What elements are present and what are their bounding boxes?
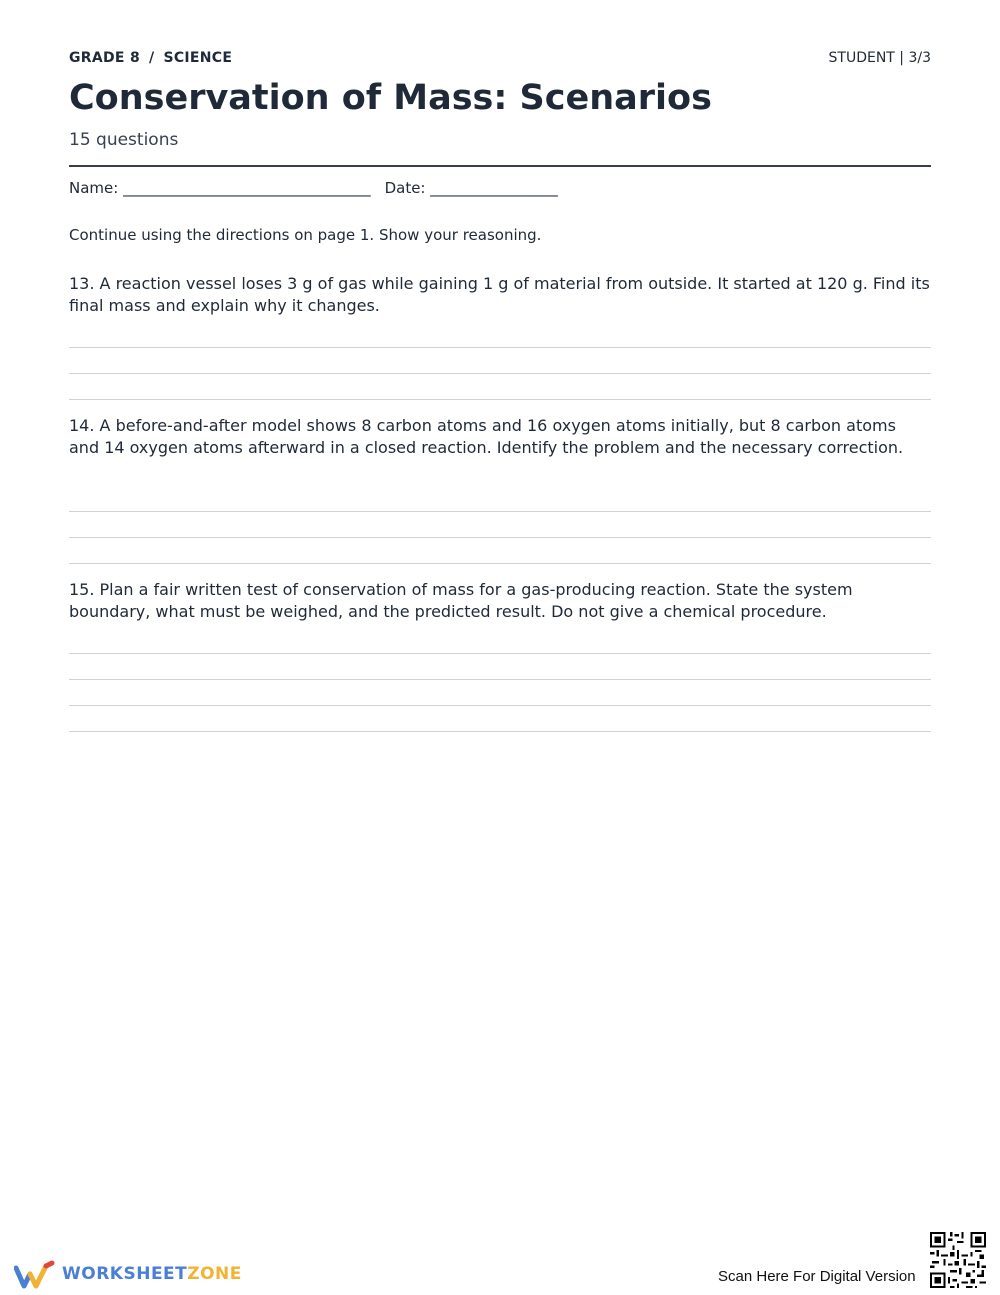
name-field[interactable]: Name: _________________________________ [69,179,371,197]
page-title: Conservation of Mass: Scenarios [69,78,712,118]
answer-line[interactable] [69,537,931,538]
header-divider [69,165,931,167]
question-count: 15 questions [69,130,179,150]
answer-line[interactable] [69,347,931,348]
question-14: 14. A before-and-after model shows 8 carbon atoms and 16 oxygen atoms initially, but 8 carbon atoms and 14 oxygen atoms afterward in a closed reaction. Identify the problem and the necessary correction. [69,416,904,457]
subject-label: SCIENCE [163,50,233,66]
answer-line[interactable] [69,373,931,374]
answer-line[interactable] [69,399,931,400]
scan-caption: Scan Here For Digital Version [718,1268,916,1285]
answer-line[interactable] [69,511,931,512]
answer-line[interactable] [69,653,931,654]
qr-code-icon[interactable] [930,1232,986,1288]
question-13: 13. A reaction vessel loses 3 g of gas while gaining 1 g of material from outside. It started at 120 g. Find its final mass and explain why it changes. [69,274,930,315]
worksheetzone-logo[interactable] [14,1260,254,1290]
header-bar [69,50,931,70]
answer-line[interactable] [69,731,931,732]
course-separator: / [149,50,155,66]
course-label [69,50,232,66]
page-indicator: STUDENT | 3/3 [828,50,931,66]
date-field[interactable]: Date: _________________ [384,179,558,197]
answer-line[interactable] [69,705,931,706]
directions-text: Continue using the directions on page 1. Show your reasoning. [69,226,542,244]
name-date-row [69,179,558,197]
grade-label: GRADE 8 [69,50,141,66]
answer-line[interactable] [69,563,931,564]
logo-wordmark: WORKSHEETZONE [62,1264,242,1284]
logo-mark-icon [14,1260,58,1290]
question-15: 15. Plan a fair written test of conservation of mass for a gas-producing reaction. State the system boundary, what must be weighed, and the predicted result. Do not give a chemical procedure. [69,580,853,621]
answer-line[interactable] [69,679,931,680]
